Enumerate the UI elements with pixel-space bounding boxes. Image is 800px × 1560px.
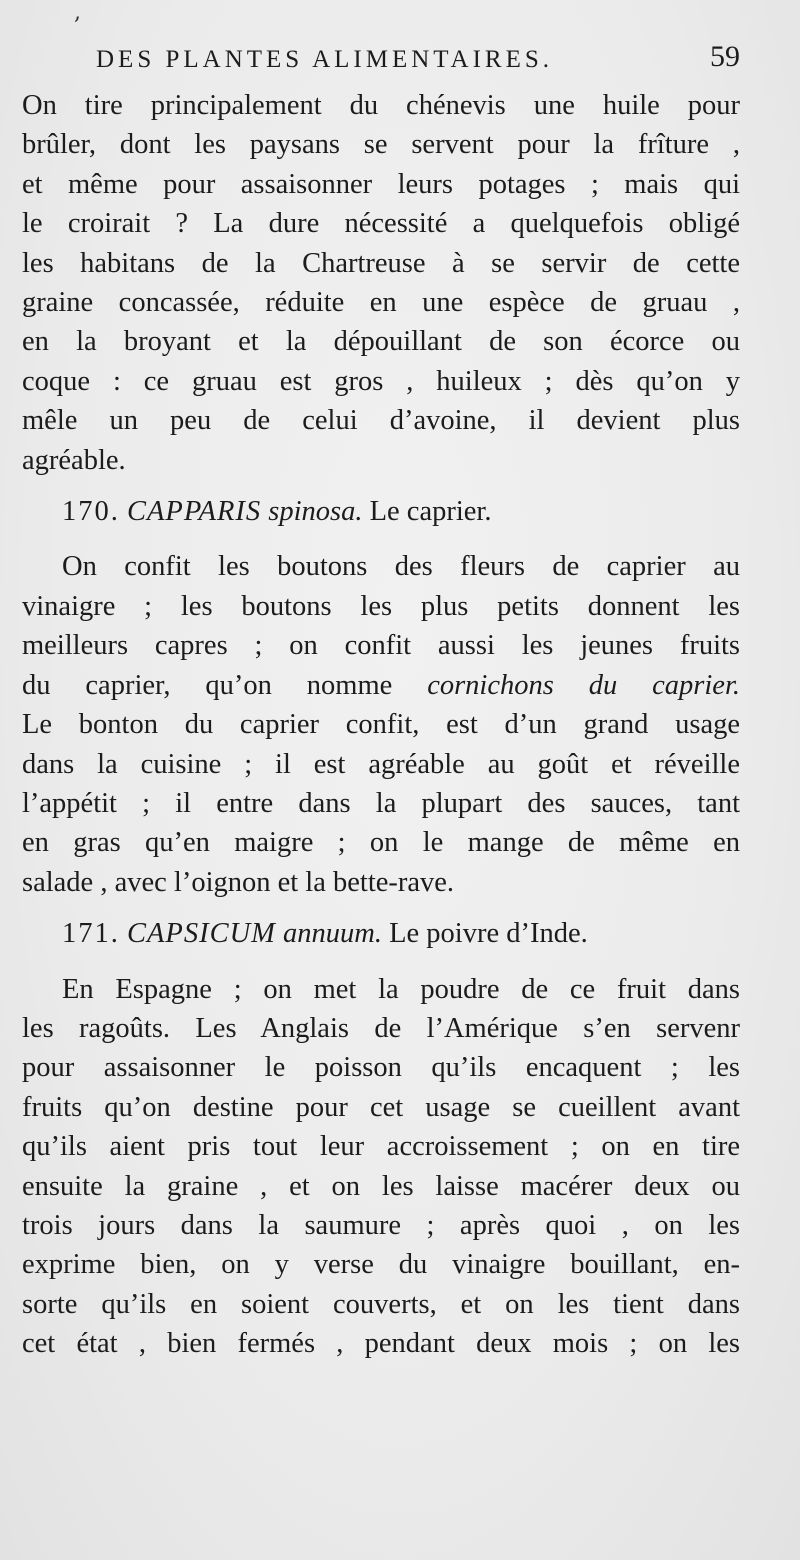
text-line: brûler, dont les paysans se servent pour la frîture , — [22, 129, 740, 161]
entry-species: spinosa. — [268, 496, 363, 528]
text-line: meilleurs capres ; on confit aussi les jeunes fruits — [22, 630, 740, 662]
text-line: les ragoûts. Les Anglais de l’Amérique s’en servenr — [22, 1012, 740, 1044]
text-line: dans la cuisine ; il est agréable au goût et réveille — [22, 748, 740, 780]
body-text — [22, 86, 740, 1364]
paragraph-poivre — [22, 970, 740, 1364]
text-line: On tire principalement du chénevis une huile pour — [22, 90, 740, 121]
text-line: cet état , bien fermés , pendant deux mois ; on les — [22, 1328, 740, 1360]
text-line: les habitans de la Chartreuse à se servir de cette — [22, 247, 740, 279]
text-line: agréable. — [22, 444, 126, 476]
entry-common-name: Le caprier. — [369, 496, 492, 528]
text-line: le croirait ? La dure nécessité a quelquefois obligé — [22, 208, 740, 240]
text-line: en la broyant et la dépouillant de son écorce ou — [22, 326, 740, 358]
italic-term: cornichons du caprier. — [427, 669, 740, 701]
text-line: en gras qu’en maigre ; on le mange de même en — [22, 827, 740, 859]
entry-number: 171. — [62, 918, 120, 950]
text-line: salade , avec l’oignon et la bette-rave. — [22, 866, 455, 898]
text-line: qu’ils aient pris tout leur accroissement ; on en tire — [22, 1131, 740, 1163]
entry-genus: CAPPARIS — [127, 496, 262, 528]
text-line: graine concassée, réduite en une espèce de gruau , — [22, 287, 740, 319]
paragraph-chenevis — [22, 86, 740, 480]
page-header — [96, 40, 746, 84]
entry-species: annuum. — [283, 918, 382, 950]
stray-mark: , — [74, 0, 81, 25]
entry-common-name: Le poivre d’Inde. — [389, 918, 588, 950]
paragraph-caprier — [22, 547, 740, 902]
entry-genus: CAPSICUM — [127, 918, 276, 950]
text-line: ensuite la graine , et on les laisse macérer deux ou — [22, 1170, 740, 1202]
text-line: mêle un peu de celui d’avoine, il devient plus — [22, 405, 740, 437]
text-line: et même pour assaisonner leurs potages ; mais qui — [22, 168, 740, 200]
page-number: 59 — [710, 40, 740, 73]
text-line: vinaigre ; les boutons les plus petits donnent les — [22, 590, 740, 622]
text-line: Le bonton du caprier confit, est d’un grand usage — [22, 709, 740, 741]
text-line: pour assaisonner le poisson qu’ils encaquent ; les — [22, 1052, 740, 1084]
entry-heading-170 — [22, 492, 740, 531]
text-line-with-italic — [22, 666, 740, 705]
text-line: exprime bien, on y verse du vinaigre bouillant, en- — [22, 1249, 740, 1281]
running-title: DES PLANTES ALIMENTAIRES. — [96, 46, 554, 73]
entry-number: 170. — [62, 496, 120, 528]
text-line: trois jours dans la saumure ; après quoi , on les — [22, 1209, 740, 1241]
text-line: On confit les boutons des fleurs de caprier au — [62, 551, 740, 583]
text-line: coque : ce gruau est gros , huileux ; dès qu’on y — [22, 365, 740, 397]
entry-heading-171 — [22, 914, 740, 953]
text-segment: du caprier, qu’on nomme — [22, 669, 428, 701]
text-line: l’appétit ; il entre dans la plupart des sauces, tant — [22, 787, 740, 819]
text-line: sorte qu’ils en soient couverts, et on les tient dans — [22, 1288, 740, 1320]
text-line: En Espagne ; on met la poudre de ce fruit dans — [62, 973, 740, 1005]
text-line: fruits qu’on destine pour cet usage se cueillent avant — [22, 1091, 740, 1123]
